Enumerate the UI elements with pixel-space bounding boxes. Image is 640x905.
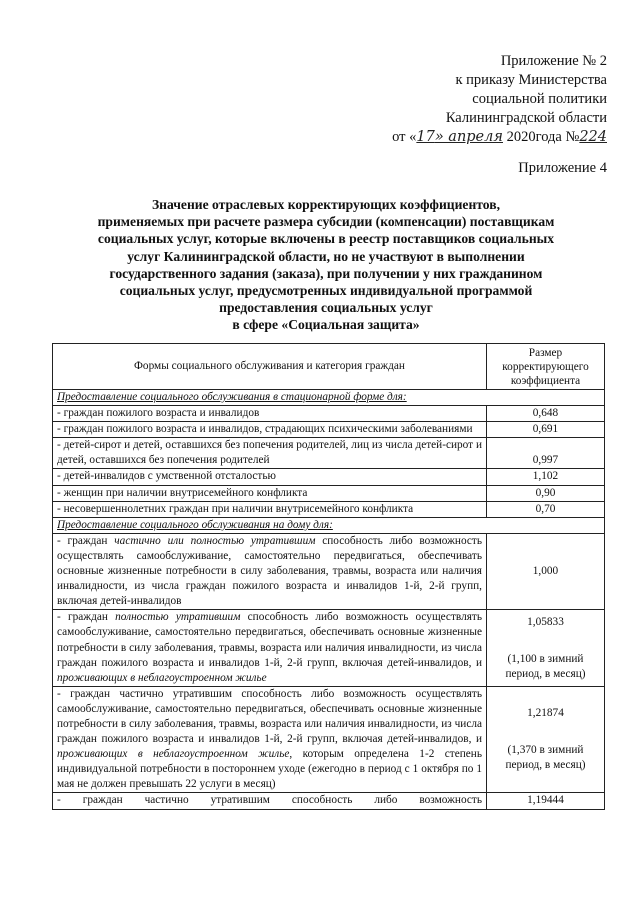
category-cell: - граждан частично утратившим способность либо возможность <box>53 793 487 809</box>
title-line: социальных услуг, которые включены в реестр поставщиков социальных <box>97 231 555 247</box>
section-title: Предоставление социального обслуживания на дому для: <box>53 517 605 533</box>
table-row <box>53 485 605 501</box>
category-cell: - детей-инвалидов с умственной отсталостью <box>53 469 487 485</box>
coefficient-cell: 1,000 <box>487 533 605 609</box>
category-cell: - граждан пожилого возраста и инвалидов, страдающих психическими заболеваниями <box>53 422 487 438</box>
coefficient-cell <box>487 610 605 686</box>
category-cell: - женщин при наличии внутрисемейного конфликта <box>53 485 487 501</box>
table-row <box>53 422 605 438</box>
title-line: социальных услуг, предусмотренных индивидуальной программой <box>119 283 533 299</box>
appendix-4-label: Приложение 4 <box>518 160 607 176</box>
ministry-name: социальной политики <box>472 91 607 107</box>
category-cell: - граждан пожилого возраста и инвалидов <box>53 406 487 422</box>
coefficients-table <box>52 343 605 810</box>
title-line: применяемых при расчете размера субсидии (компенсации) поставщикам <box>97 214 555 230</box>
table-row <box>53 610 605 686</box>
title-line: Значение отраслевых корректирующих коэффициентов, <box>151 197 500 212</box>
column-header-size: Размер корректирующего коэффициента <box>487 344 605 390</box>
coefficient-cell: 0,648 <box>487 406 605 422</box>
order-date-line: от «17» апреля 2020года №224 <box>392 129 607 145</box>
coefficient-cell: 1,102 <box>487 469 605 485</box>
category-cell: - детей-сирот и детей, оставшихся без попечения родителей, лиц из числа детей-сирот и детей, оставшихся без попечения родителей <box>53 438 487 469</box>
order-year: 2020 <box>506 129 536 145</box>
coefficient-cell: 0,691 <box>487 422 605 438</box>
table-row <box>53 686 605 793</box>
section-row-inpatient <box>53 390 605 406</box>
table-row <box>53 533 605 609</box>
table-row <box>53 406 605 422</box>
column-header-forms: Формы социального обслуживания и категория граждан <box>53 344 487 390</box>
document-title <box>60 196 592 334</box>
table-row <box>53 793 605 809</box>
handwritten-order-number: 224 <box>579 129 607 145</box>
coefficient-cell: 0,997 <box>487 438 605 469</box>
table-header-row <box>53 344 605 390</box>
table-row <box>53 469 605 485</box>
category-cell: - граждан частично утратившим способность либо возможность осуществлять самообслуживание, самостоятельно передвигаться, обеспечивать основные жизненные потребности в силу заболевания, травмы, возраста или наличия инвалидности, из числа граждан пожилого возраста и инвалидов 1-й, 2-й групп, включая детей-инвалидов, и проживающих в неблагоустроенном жилье, которым определена 1-2 степень индивидуальной потребности в постороннем уходе (ежегодно в период с 1 октября по 1 мая не должен превышать 22 услуги в месяц) <box>53 686 487 793</box>
title-line: услуг Калининградской области, но не участвуют в выполнении <box>127 248 525 264</box>
coefficient-value: 1,21874 <box>527 707 564 720</box>
section-row-home <box>53 517 605 533</box>
table-row <box>53 438 605 469</box>
winter-note: (1,100 в зимний период, в месяц) <box>505 652 586 680</box>
category-cell: - несовершеннолетних граждан при наличии внутрисемейного конфликта <box>53 501 487 517</box>
handwritten-month: » апреля <box>434 129 503 145</box>
section-title: Предоставление социального обслуживания в стационарной форме для: <box>53 390 605 406</box>
coefficient-cell <box>487 686 605 793</box>
winter-note: (1,370 в зимний период, в месяц) <box>505 744 586 772</box>
category-cell: - граждан полностью утратившим способность либо возможность осуществлять самообслуживание, самостоятельно передвигаться, обеспечивать основные жизненные потребности в силу заболевания, травмы, возраста или наличия инвалидности, из числа граждан пожилого возраста и инвалидов 1-й, 2-й групп, включая детей-инвалидов, и проживающих в неблагоустроенном жилье <box>53 610 487 686</box>
category-cell: - граждан частично или полностью утратившим способность либо возможность осуществлять самообслуживание, самостоятельно передвигаться, обеспечивать основные жизненные потребности в силу заболевания, травмы, возраста или наличия инвалидности, из числа граждан пожилого возраста и инвалидов 1-й, 2-й групп, включая детей-инвалидов <box>53 533 487 609</box>
appendix-header <box>392 52 607 147</box>
title-line: предоставления социальных услуг <box>219 300 433 316</box>
title-line: в сфере «Социальная защита» <box>232 317 420 333</box>
region-name: Калининградской области <box>445 110 607 126</box>
appendix-number: Приложение № 2 <box>500 53 607 69</box>
coefficient-value: 1,05833 <box>527 615 564 628</box>
coefficient-cell: 0,70 <box>487 501 605 517</box>
title-line: государственного задания (заказа), при получении у них гражданином <box>109 265 543 281</box>
handwritten-day: 17 <box>416 129 435 145</box>
table-row <box>53 501 605 517</box>
order-reference: к приказу Министерства <box>455 72 607 88</box>
coefficient-cell: 0,90 <box>487 485 605 501</box>
coefficient-cell: 1,19444 <box>487 793 605 809</box>
